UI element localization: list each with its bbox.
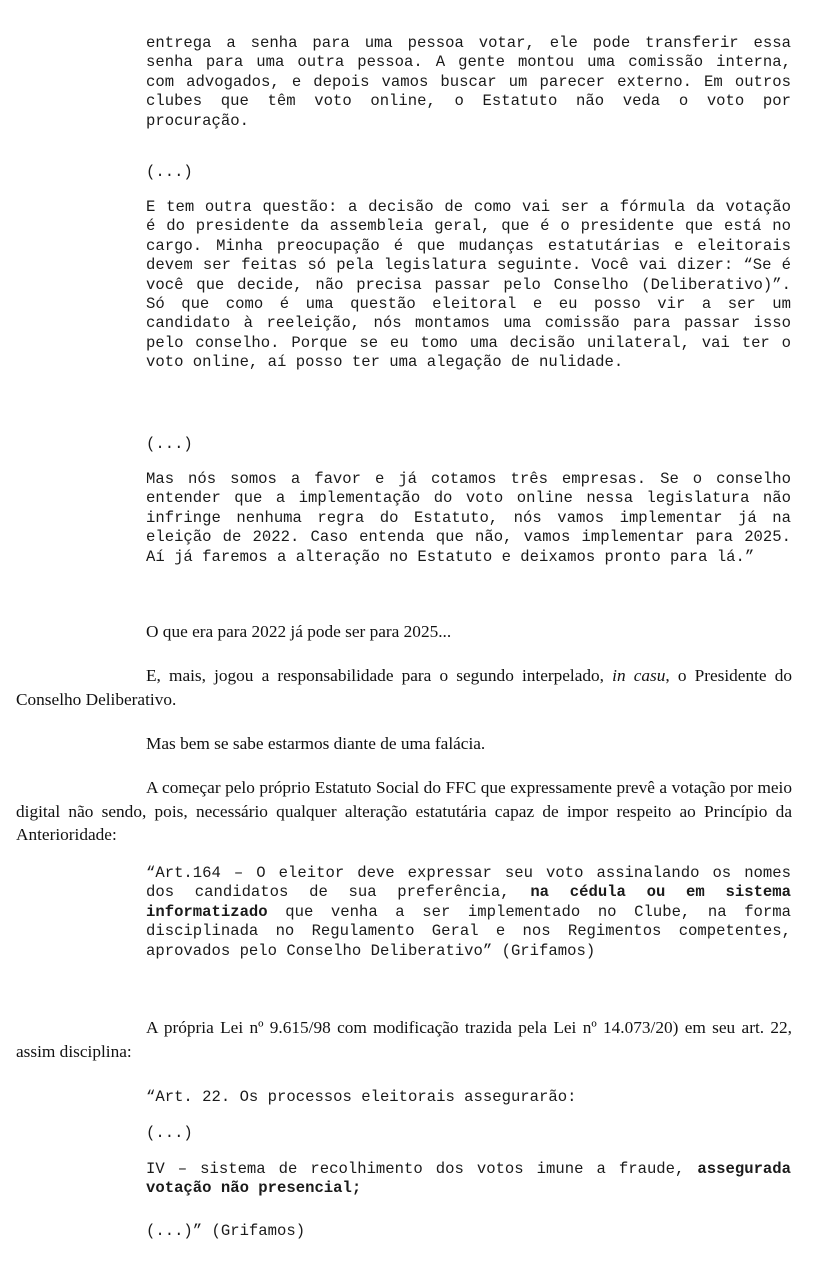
body-paragraph-1: O que era para 2022 já pode ser para 2025...: [146, 622, 452, 641]
quote-paragraph-4: [146, 864, 791, 961]
bold-emphasis: assegurada votação não presencial;: [146, 1160, 791, 1198]
body-paragraph-4: A começar pelo próprio Estatuto Social do FFC que expressamente prevê a votação por meio digital não sendo, pois, necessário qualquer alteração estatutária capaz de impor respeito ao Princípio da Anterioridade:: [16, 778, 792, 845]
body-paragraph-3: Mas bem se sabe estarmos diante de uma falácia.: [146, 734, 486, 753]
quote-paragraph-6: [146, 1160, 791, 1199]
ellipsis-2: (...): [146, 435, 193, 453]
text-segment: “Art.164 – O eleitor deve expressar seu voto assinalando os nomes dos candidatos de sua preferência,: [146, 864, 791, 902]
italic-term: in casu: [612, 666, 666, 685]
bold-emphasis: na cédula ou em sistema informatizado: [146, 883, 791, 921]
text-segment: , o Presidente do Conselho Deliberativo.: [16, 666, 792, 709]
text-segment: IV – sistema de recolhimento dos votos imune a fraude,: [146, 1160, 698, 1178]
text-segment: E, mais, jogou a responsabilidade para o segundo interpelado,: [146, 666, 613, 685]
quote-paragraph-1: [146, 34, 791, 131]
quote-paragraph-7: (...)” (Grifamos): [146, 1222, 306, 1240]
ellipsis-1: (...): [146, 163, 193, 181]
quote-text: entrega a senha para uma pessoa votar, ele pode transferir essa senha para uma outra pessoa. A gente montou uma comissão interna, com advogados, e depois vamos buscar um parecer externo. Em outros clubes que têm voto online, o Estatuto não veda o voto por procuração.: [146, 34, 791, 130]
quote-paragraph-3: [146, 470, 791, 567]
body-paragraph-5: A própria Lei nº 9.615/98 com modificação trazida pela Lei nº 14.073/20) em seu art. 22, assim disciplina:: [16, 1018, 792, 1061]
quote-paragraph-2: [146, 198, 791, 373]
text-segment: que venha a ser implementado no Clube, na forma disciplinada no Regulamento Geral e nos Regimentos competentes, aprovados pelo Conselho Deliberativo” (Grifamos): [146, 902, 791, 960]
body-paragraph-2: [16, 664, 792, 711]
quote-text: Mas nós somos a favor e já cotamos três empresas. Se o conselho entender que a implementação do voto online nessa legislatura não infringe nenhuma regra do Estatuto, nós vamos implementar já na eleição de 2022. Caso entenda que não, vamos implementar para 2025. Aí já faremos a alteração no Estatuto e deixamos pronto para lá.”: [146, 470, 791, 566]
quote-paragraph-5: “Art. 22. Os processos eleitorais assegurarão:: [146, 1088, 577, 1106]
ellipsis-3: (...): [146, 1124, 193, 1142]
quote-text: E tem outra questão: a decisão de como vai ser a fórmula da votação é do presidente da assembleia geral, que é o presidente que está no cargo. Minha preocupação é que mudanças estatutárias e eleitorais devem ser feitas só pela legislatura seguinte. Você vai dizer: “Se é você que decide, não precisa passar pelo Conselho (Deliberativo)”. Só que como é uma questão eleitoral e eu posso vir a ser um candidato à reeleição, nós montamos uma comissão para passar isso pelo conselho. Porque se eu tomo uma decisão unilateral, vai ter o voto online, aí posso ter uma alegação de nulidade.: [146, 198, 791, 372]
